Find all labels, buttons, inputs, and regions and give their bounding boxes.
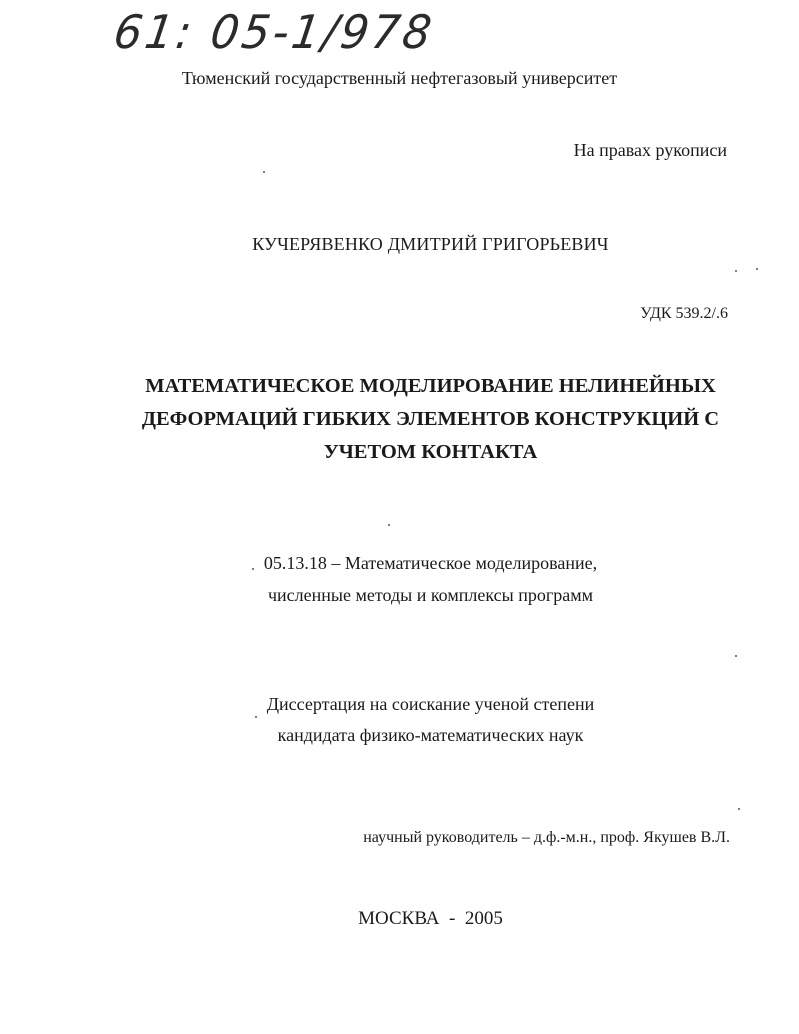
specialty-line-2: численные методы и комплексы программ (267, 585, 594, 605)
degree-line-1: Диссертация на соискание ученой степени (266, 694, 595, 714)
udc-code: УДК 539.2/.6 (640, 305, 728, 322)
scan-speck (263, 171, 265, 173)
scan-speck (735, 270, 737, 272)
specialty (0, 547, 799, 611)
scan-speck (255, 716, 257, 718)
scientific-supervisor: научный руководитель – д.ф.-м.н., проф. Якушев В.Л. (363, 829, 730, 846)
scan-speck (738, 808, 740, 810)
degree-statement (0, 689, 799, 751)
title-line-1: МАТЕМАТИЧЕСКОЕ МОДЕЛИРОВАНИЕ НЕЛИНЕЙНЫХ (145, 375, 716, 397)
university-name: Тюменский государственный нефтегазовый университет (181, 68, 618, 88)
scan-speck (388, 524, 390, 526)
scan-speck (756, 268, 758, 270)
city-and-year: МОСКВА - 2005 (358, 908, 503, 929)
title-line-2: ДЕФОРМАЦИЙ ГИБКИХ ЭЛЕМЕНТОВ КОНСТРУКЦИЙ С (141, 408, 720, 430)
manuscript-rights-note: На правах рукописи (573, 140, 727, 160)
degree-line-2: кандидата физико-математических наук (277, 725, 584, 745)
specialty-line-1: 05.13.18 – Математическое моделирование, (263, 553, 598, 573)
scan-speck (252, 568, 254, 570)
title-line-3: УЧЕТОМ КОНТАКТА (323, 441, 538, 463)
scan-speck (735, 655, 737, 657)
handwritten-archive-number: 61: 05-1/978 (110, 6, 438, 60)
dissertation-title (0, 370, 799, 469)
author-name: КУЧЕРЯВЕНКО ДМИТРИЙ ГРИГОРЬЕВИЧ (252, 234, 609, 254)
